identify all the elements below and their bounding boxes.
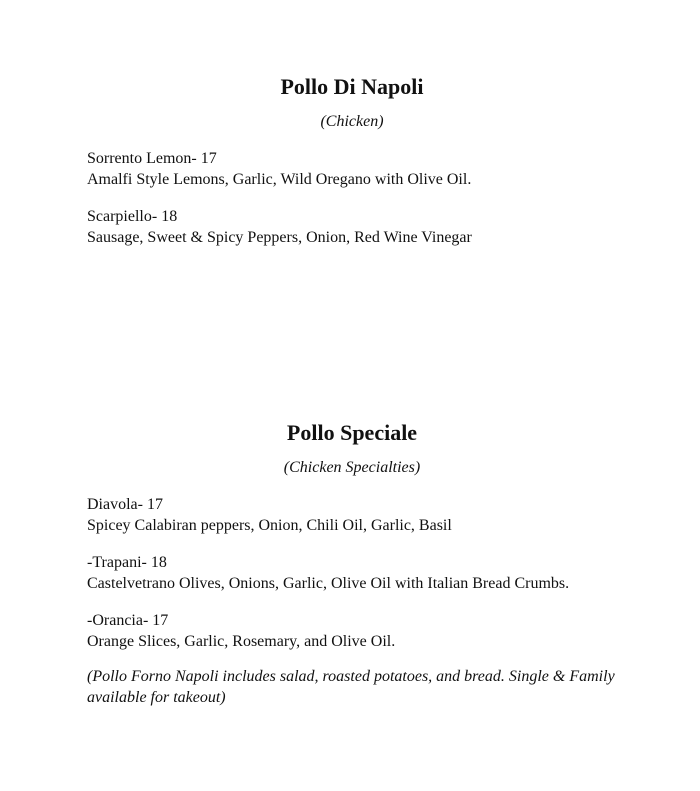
menu-item-name: Sorrento Lemon- 17 — [87, 150, 217, 167]
menu-item-name: -Orancia- 17 — [87, 612, 169, 629]
menu-item-description: Orange Slices, Garlic, Rosemary, and Olive Oil. — [87, 633, 396, 650]
menu-section-pollo-speciale — [0, 418, 700, 708]
menu-item — [87, 206, 667, 248]
menu-item-description: Castelvetrano Olives, Onions, Garlic, Olive Oil with Italian Bread Crumbs. — [87, 575, 570, 592]
menu-item — [87, 148, 667, 190]
menu-item-description: Spicey Calabiran peppers, Onion, Chili Oil, Garlic, Basil — [87, 517, 452, 534]
section-title: Pollo Di Napoli — [280, 74, 424, 99]
menu-item — [87, 552, 667, 594]
menu-item-list — [87, 148, 667, 248]
menu-item-description: Amalfi Style Lemons, Garlic, Wild Oregano with Olive Oil. — [87, 171, 472, 188]
section-title: Pollo Speciale — [286, 420, 418, 445]
menu-section-pollo-di-napoli — [0, 72, 700, 264]
menu-item-list — [87, 494, 667, 708]
menu-item — [87, 610, 667, 652]
menu-item-description: Sausage, Sweet & Spicy Peppers, Onion, Red Wine Vinegar — [87, 229, 472, 246]
menu-item — [87, 494, 667, 536]
menu-item-name: Scarpiello- 18 — [87, 208, 178, 225]
menu-item-name: Diavola- 17 — [87, 496, 163, 513]
section-subtitle: (Chicken) — [320, 113, 384, 130]
section-subtitle: (Chicken Specialties) — [283, 459, 421, 476]
menu-note: (Pollo Forno Napoli includes salad, roasted potatoes, and bread. Single & Family available for takeout) — [87, 668, 615, 706]
menu-item-name: -Trapani- 18 — [87, 554, 167, 571]
